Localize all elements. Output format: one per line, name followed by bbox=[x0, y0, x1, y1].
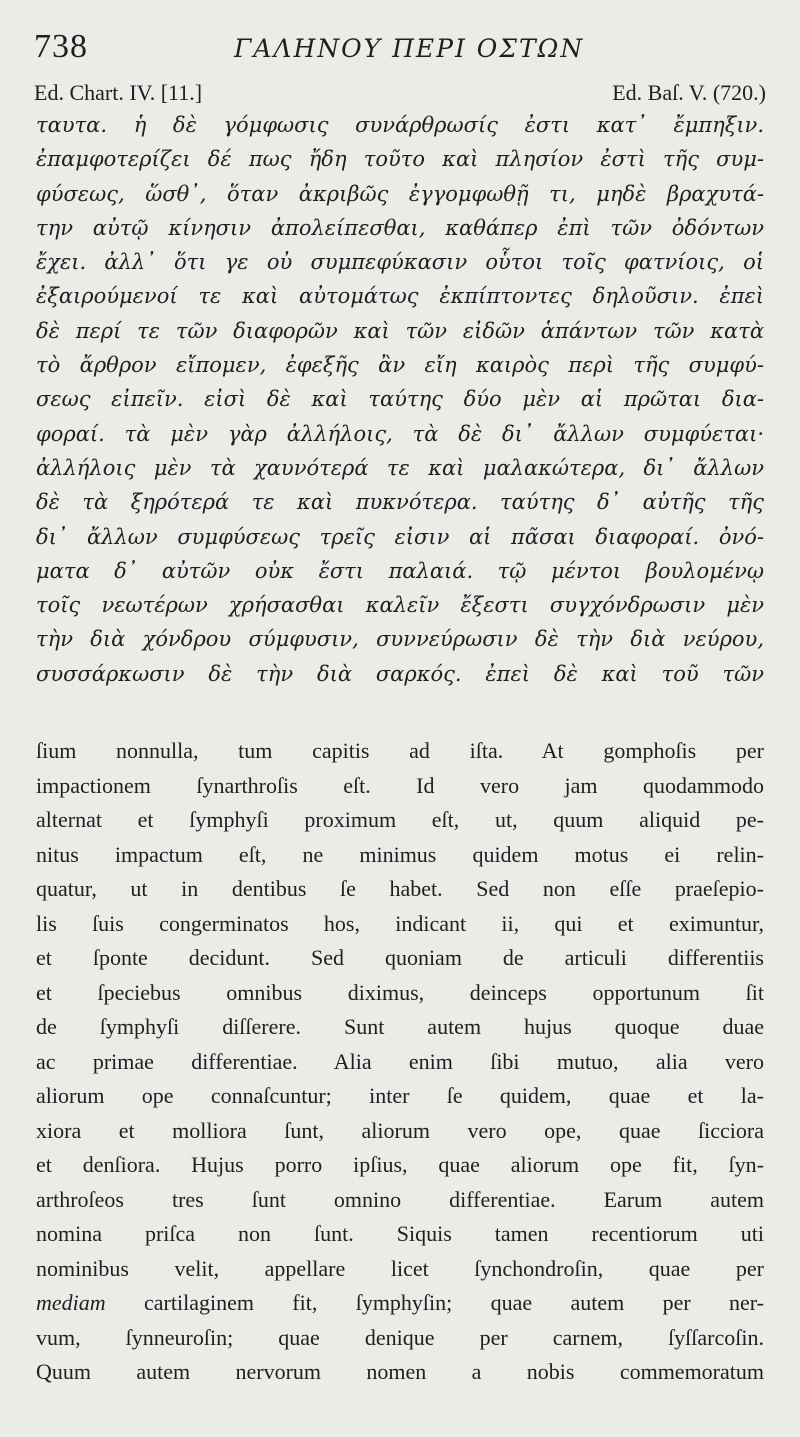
latin-line: vum, ſynneuroſin; quae denique per carnem, ſyſſarcoſin. bbox=[36, 1324, 764, 1350]
latin-line: impactionem ſynarthroſis eſt. Id vero jam quodammodo bbox=[36, 772, 764, 798]
edition-chart-reference: Ed. Chart. IV. [11.] bbox=[34, 80, 203, 105]
greek-line: φύσεως, ὥσθ᾽, ὅταν ἀκριβῶς ἐγγομφωθῇ τι, μηδὲ βραχυτά- bbox=[36, 181, 764, 206]
greek-text-block bbox=[36, 108, 764, 691]
latin-line-with-italic bbox=[36, 1286, 764, 1321]
latin-line: alternat et ſymphyſi proximum eſt, ut, quum aliquid pe- bbox=[36, 807, 764, 832]
greek-line: ἔχει. ἀλλ᾽ ὅτι γε οὐ συμπεφύκασιν οὗτοι τοῖς φατνίοις, οἱ bbox=[36, 250, 764, 275]
greek-line: ματα δ᾽ αὐτῶν οὐκ ἔστι παλαιά. τῷ μέντοι βουλομένῳ bbox=[36, 558, 764, 583]
latin-line: et ſponte decidunt. Sed quoniam de articuli differentiis bbox=[36, 945, 764, 970]
greek-line: την αὐτῷ κίνησιν ἀπολείπεσθαι, καθάπερ ἐπὶ τῶν ὀδόντων bbox=[36, 215, 764, 240]
latin-line: nitus impactum eſt, ne minimus quidem motus ei relin- bbox=[36, 841, 764, 867]
greek-line: τοῖς νεωτέρων χρήσασθαι καλεῖν ἔξεστι συγχόνδρωσιν μὲν bbox=[36, 593, 764, 618]
greek-line: δὲ περί τε τῶν διαφορῶν καὶ τῶν εἰδῶν ἁπάντων τῶν κατὰ bbox=[36, 318, 764, 343]
latin-line: Quum autem nervorum nomen a nobis commemoratum bbox=[36, 1359, 764, 1384]
greek-line: ἐξαιρούμενοί τε καὶ αὐτομάτως ἐκπίπτοντες δηλοῦσιν. ἐπεὶ bbox=[36, 284, 764, 309]
greek-line: φοραί. τὰ μὲν γὰρ ἀλλήλοις, τὰ δὲ δι᾽ ἄλλων συμφύεται· bbox=[36, 421, 764, 446]
latin-line: xiora et molliora ſunt, aliorum vero ope, quae ſicciora bbox=[36, 1117, 764, 1143]
latin-line: aliorum ope connaſcuntur; inter ſe quidem, quae et la- bbox=[36, 1083, 764, 1108]
latin-line: quatur, ut in dentibus ſe habet. Sed non eſſe praeſepio- bbox=[36, 876, 764, 901]
latin-line: nominibus velit, appellare licet ſynchondroſin, quae per bbox=[36, 1255, 764, 1281]
latin-line: ſium nonnulla, tum capitis ad iſta. At gomphoſis per bbox=[36, 738, 764, 763]
greek-line: δι᾽ ἄλλων συμφύσεως τρεῖς εἰσιν αἱ πᾶσαι διαφοραί. ὀνό- bbox=[36, 524, 764, 549]
greek-line: ταυτα. ἡ δὲ γόμφωσις συνάρθρωσίς ἐστι κατ᾽ ἔμπηξιν. bbox=[36, 113, 764, 137]
running-title: ΓΑΛΗΝΟΥ ΠΕΡΙ ΟΣΤΩΝ bbox=[234, 34, 585, 63]
latin-line: et denſiora. Hujus porro ipſius, quae aliorum ope fit, ſyn- bbox=[36, 1152, 764, 1177]
latin-line: arthroſeos tres ſunt omnino differentiae. Earum autem bbox=[36, 1186, 764, 1212]
latin-line: nomina priſca non ſunt. Siquis tamen recentiorum uti bbox=[36, 1221, 764, 1246]
greek-line: τὸ ἄρθρον εἴπομεν, ἐφεξῆς ἂν εἴη καιρὸς περὶ τῆς συμφύ- bbox=[36, 353, 764, 378]
greek-line: ἐπαμφοτερίζει δέ πως ἤδη τοῦτο καὶ πλησίον ἐστὶ τῆς συμ- bbox=[36, 147, 764, 172]
edition-reference-line bbox=[34, 80, 766, 108]
show-through-text bbox=[760, 716, 800, 730]
edition-basel-reference: Ed. Baſ. V. (720.) bbox=[612, 80, 766, 105]
latin-line: lis ſuis congerminatos hos, indicant ii, qui et eximuntur, bbox=[36, 910, 764, 936]
greek-line: σεως εἰπεῖν. εἰσὶ δὲ καὶ ταύτης δύο μὲν αἱ πρῶται δια- bbox=[36, 387, 764, 412]
latin-line: de ſymphyſi diſſerere. Sunt autem hujus quoque duae bbox=[36, 1014, 764, 1039]
greek-line: ἀλλήλοις μὲν τὰ χαυνότερά τε καὶ μαλακώτερα, δι᾽ ἄλλων bbox=[36, 455, 764, 480]
greek-line: συσσάρκωσιν δὲ τὴν διὰ σαρκός. ἐπεὶ δὲ καὶ τοῦ τῶν bbox=[36, 661, 764, 686]
latin-text-block bbox=[36, 734, 764, 1390]
latin-line-rest: cartilaginem fit, ſymphyſin; quae autem per ner- bbox=[144, 1290, 764, 1315]
page-header bbox=[34, 28, 766, 68]
page-number: 738 bbox=[34, 28, 88, 65]
greek-line: δὲ τὰ ξηρότερά τε καὶ πυκνότερα. ταύτης δ᾽ αὐτῆς τῆς bbox=[36, 490, 764, 515]
greek-line: τὴν διὰ χόνδρου σύμφυσιν, συννεύρωσιν δὲ τὴν διὰ νεύρου, bbox=[36, 627, 764, 652]
latin-line: et ſpeciebus omnibus diximus, deinceps opportunum ſit bbox=[36, 979, 764, 1005]
latin-line: ac primae differentiae. Alia enim ſibi mutuo, alia vero bbox=[36, 1048, 764, 1074]
italic-word: mediam bbox=[36, 1290, 106, 1315]
